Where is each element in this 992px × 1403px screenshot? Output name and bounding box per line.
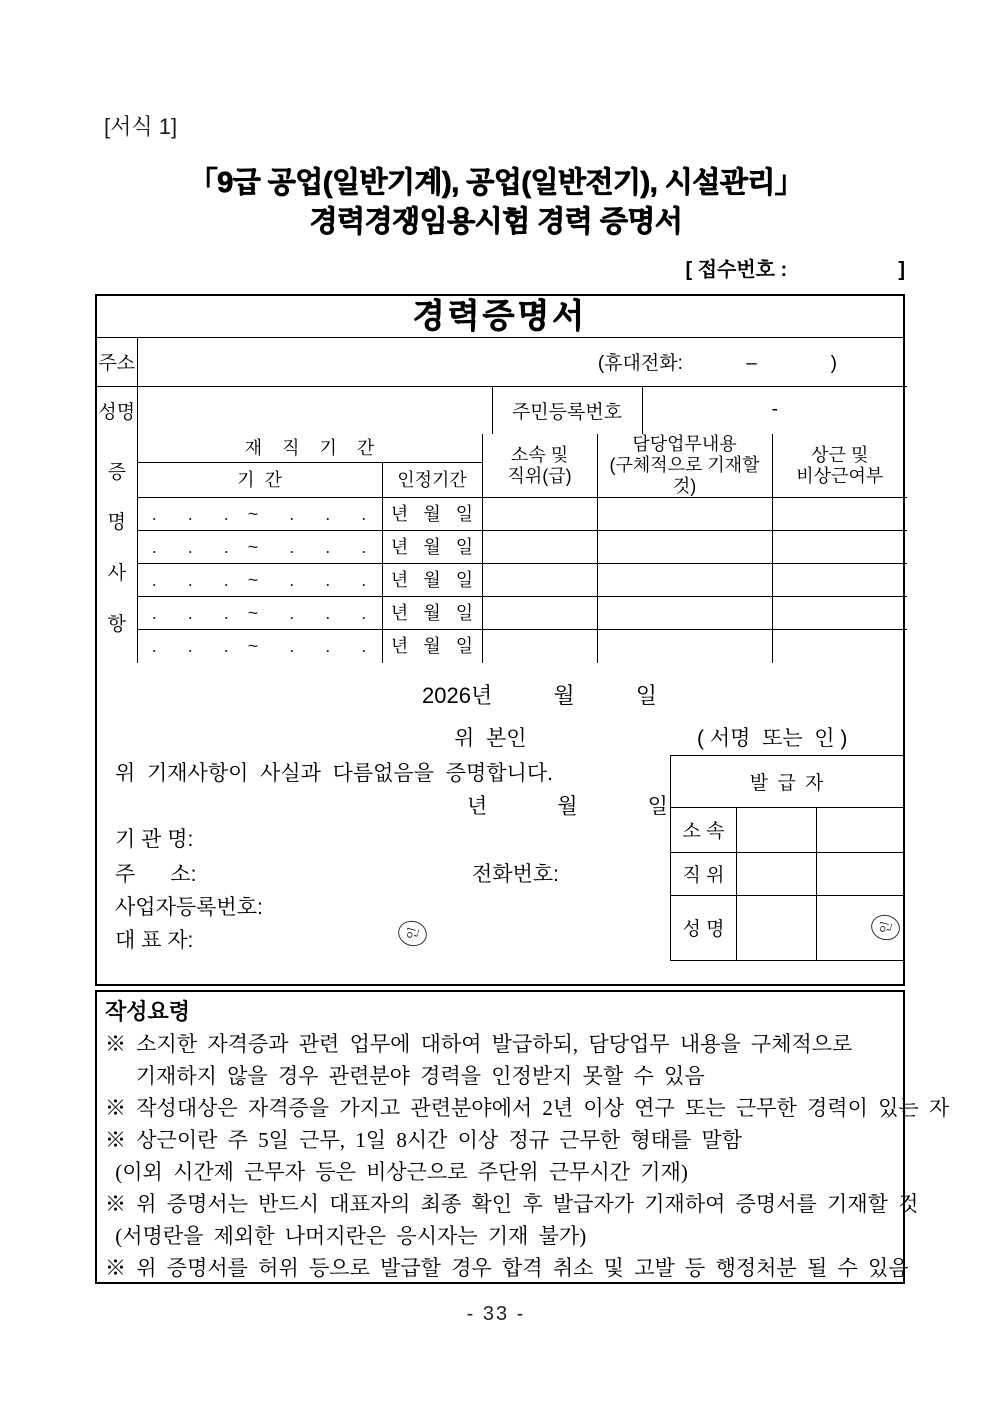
career-row [97, 630, 907, 663]
period-field: . . . ~ . . . [137, 498, 382, 531]
career-row [97, 564, 907, 597]
duties-field [597, 630, 772, 663]
career-row [97, 531, 907, 564]
period-header: 기 간 [137, 463, 382, 498]
form-number-label: [서식 1] [104, 114, 178, 139]
recognized-period-field: 년 월 일 [382, 564, 482, 597]
issuer-seal-cell [817, 895, 905, 960]
recognized-period-field: 년 월 일 [382, 630, 482, 663]
certificate-date-line: 2026년 월 일 [422, 682, 657, 708]
duties-field [597, 531, 772, 564]
fulltime-field [772, 498, 907, 531]
fulltime-field [772, 564, 907, 597]
organization-name-label: 기 관 명: [115, 827, 194, 851]
section-vertical-label [97, 434, 137, 663]
phone-number-label: 전화번호: [472, 862, 559, 886]
fulltime-header: 상근 및 비상근여부 [772, 434, 907, 498]
issuer-title: 발 급 자 [671, 755, 905, 807]
issuer-name-label: 성 명 [671, 895, 737, 960]
instruction-line: ※ 위 증명서를 허위 등으로 발급할 경우 합격 취소 및 고발 등 행정처분 될 수 있음 [105, 1256, 909, 1280]
address-row [97, 338, 907, 386]
issuer-name-row [671, 895, 905, 960]
issuer-name-field [737, 895, 817, 960]
fulltime-field [772, 531, 907, 564]
affiliation-field [482, 630, 597, 663]
instruction-line: (서명란을 제외한 나머지란은 응시자는 기재 불가) [105, 1224, 587, 1248]
instruction-line: 기재하지 않을 경우 관련분야 경력을 인정받지 못할 수 있음 [105, 1064, 705, 1088]
address-field [137, 338, 907, 386]
duties-field [597, 498, 772, 531]
issuer-position-row [671, 852, 905, 895]
name-label: 성명 [97, 386, 137, 434]
issuer-affiliation-label: 소 속 [671, 807, 737, 852]
issuer-position-label: 직 위 [671, 852, 737, 895]
instruction-line: ※ 위 증명서는 반드시 대표자의 최종 확인 후 발급자가 기재하여 증명서를 기재할 것 [105, 1192, 919, 1216]
grid-header-row-1 [97, 434, 907, 463]
period-field: . . . ~ . . . [137, 597, 382, 630]
period-field: . . . ~ . . . [137, 564, 382, 597]
fulltime-field [772, 630, 907, 663]
resident-number-field: - [642, 386, 907, 434]
instructions-title: 작성요령 [105, 999, 191, 1024]
fulltime-field [772, 597, 907, 630]
recognized-period-field: 년 월 일 [382, 531, 482, 564]
document-title [0, 164, 992, 242]
issuer-table [670, 755, 905, 961]
certification-statement: 위 기재사항이 사실과 다름없음을 증명합니다. [115, 761, 553, 785]
certificate-box [95, 294, 905, 986]
duties-field [597, 597, 772, 630]
career-row [97, 498, 907, 531]
employment-period-group-header: 재 직 기 간 [137, 434, 482, 463]
representative-label: 대 표 자: [115, 928, 194, 952]
career-grid-table [97, 434, 907, 663]
certificate-title: 경력증명서 [97, 296, 903, 338]
period-field: . . . ~ . . . [137, 531, 382, 564]
career-row [97, 597, 907, 630]
self-signer-label: 위 본인 [454, 726, 527, 750]
document-title-line1: 「9급 공업(일반기계), 공업(일반전기), 시설관리」 [188, 167, 804, 199]
identity-table [97, 338, 907, 434]
period-field: . . . ~ . . . [137, 630, 382, 663]
recognized-period-field: 년 월 일 [382, 498, 482, 531]
mobile-phone-label: (휴대전화: – ) [597, 353, 838, 375]
receipt-number-label: [ 접수번호 : ] [685, 259, 905, 281]
instruction-line: (이외 시간제 근무자 등은 비상근으로 주단위 근무시간 기재) [105, 1160, 688, 1184]
organization-address-label: 주 소: [115, 862, 197, 886]
seal-icon: 인 [868, 912, 902, 944]
affiliation-field [482, 498, 597, 531]
issue-date-line: 년 월 일 [467, 794, 668, 818]
issuer-header-row [671, 755, 905, 807]
affiliation-header: 소속 및 직위(급) [482, 434, 597, 498]
recognized-period-field: 년 월 일 [382, 597, 482, 630]
instruction-line: ※ 작성대상은 자격증을 가지고 관련분야에서 2년 이상 연구 또는 근무한 경력이 있는 자 [105, 1096, 950, 1120]
issuer-affiliation-field [737, 807, 817, 852]
business-registration-label: 사업자등록번호: [115, 895, 263, 919]
section-char-1: 증 [107, 461, 126, 483]
issuer-position-field [737, 852, 817, 895]
issuer-affiliation-row [671, 807, 905, 852]
section-char-4: 항 [107, 613, 126, 635]
instruction-line: ※ 상근이란 주 5일 근무, 1일 8시간 이상 정규 근무한 형태를 말함 [105, 1128, 743, 1152]
resident-number-label: 주민등록번호 [492, 386, 642, 434]
document-title-line2: 경력경쟁임용시험 경력 증명서 [309, 206, 683, 238]
seal-icon: 인 [395, 917, 429, 949]
issuer-position-field-2 [817, 852, 905, 895]
instructions-box [95, 990, 950, 1284]
affiliation-field [482, 531, 597, 564]
affiliation-field [482, 564, 597, 597]
signature-note: ( 서명 또는 인 ) [697, 726, 848, 750]
page-number: - 33 - [466, 1303, 526, 1325]
name-field [137, 386, 492, 434]
issuer-affiliation-field-2 [817, 807, 905, 852]
certification-section [97, 663, 903, 994]
section-char-3: 사 [107, 563, 126, 585]
section-char-2: 명 [107, 512, 126, 534]
duties-field [597, 564, 772, 597]
address-label: 주소 [97, 338, 137, 386]
name-row [97, 386, 907, 434]
instruction-line: ※ 소지한 자격증과 관련 업무에 대하여 발급하되, 담당업무 내용을 구체적으로 [105, 1032, 853, 1056]
duties-header: 담당업무내용 (구체적으로 기재할 것) [597, 434, 772, 498]
recognized-period-header: 인정기간 [382, 463, 482, 498]
affiliation-field [482, 597, 597, 630]
